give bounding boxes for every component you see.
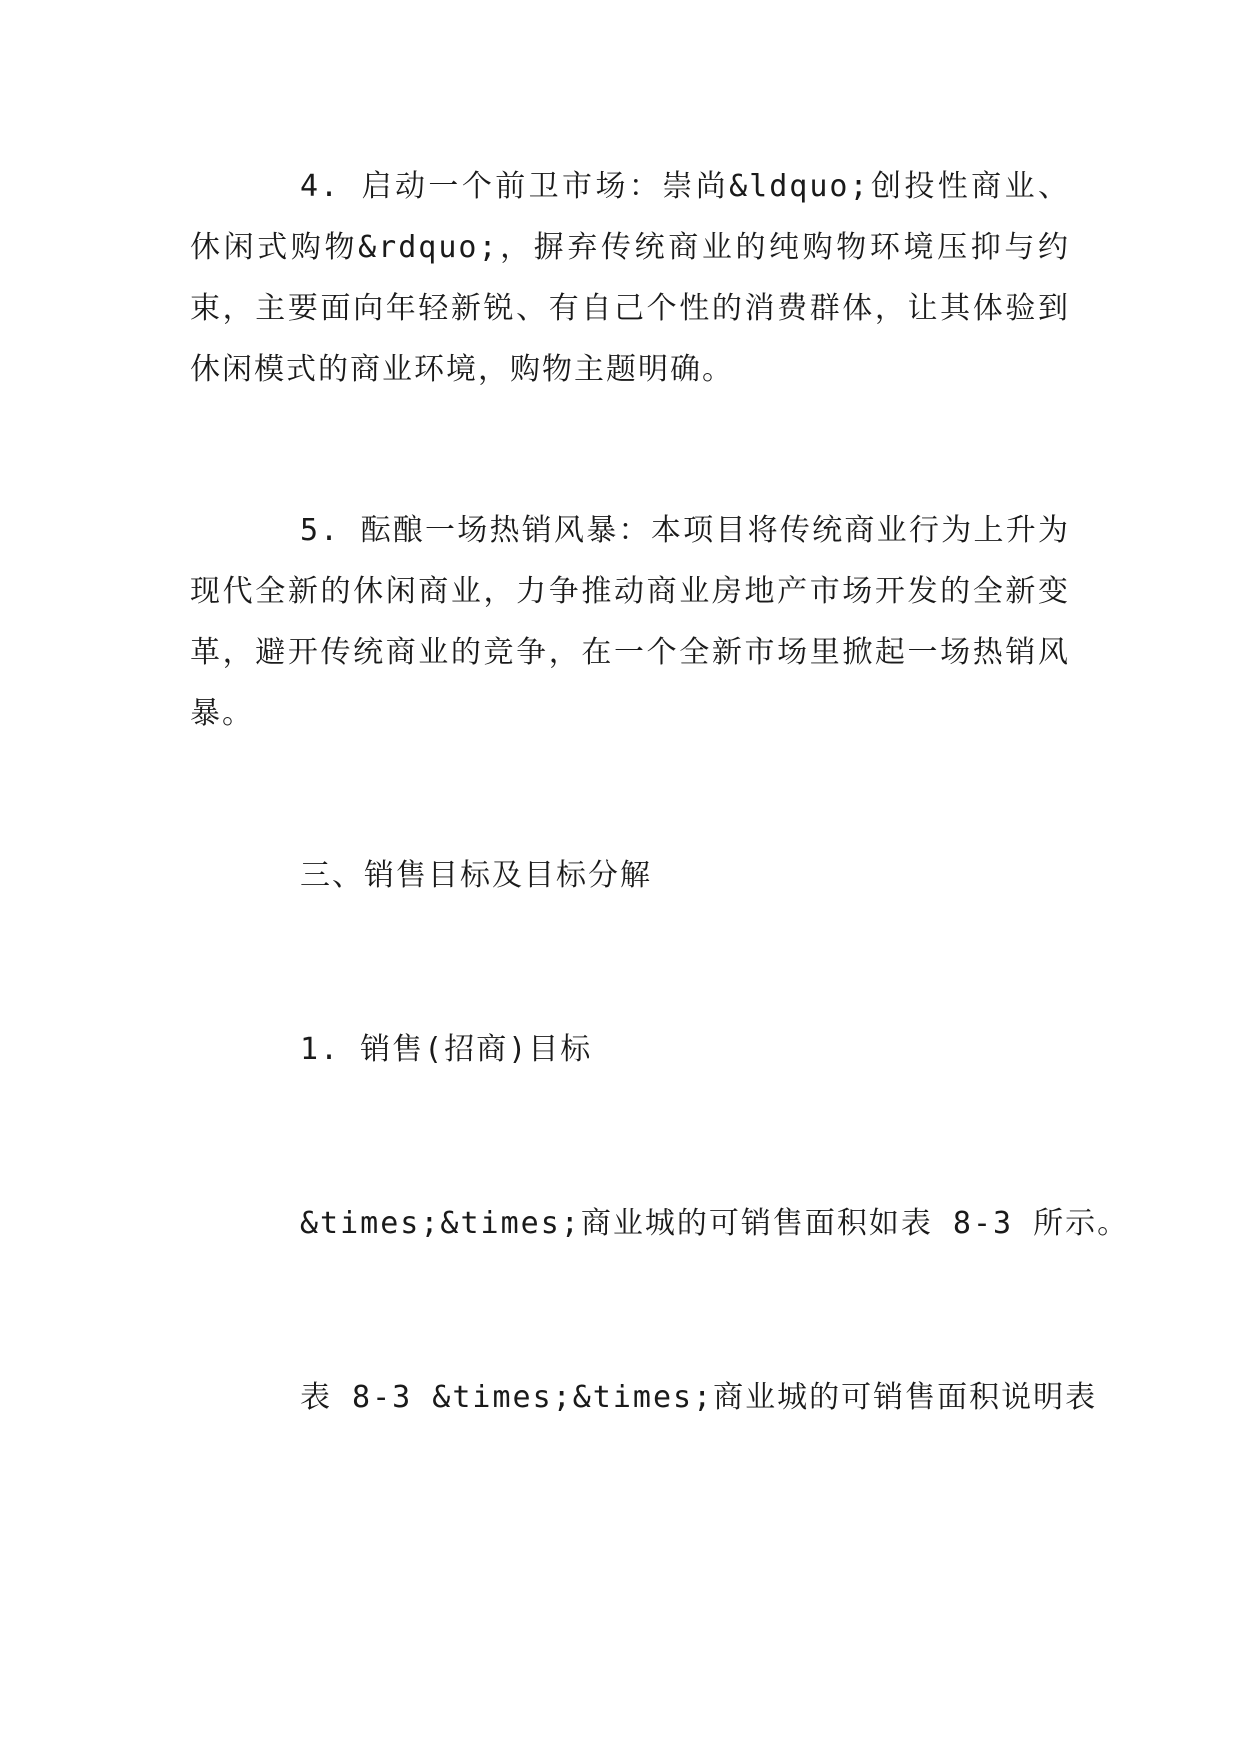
body-sentence: &times;&times;商业城的可销售面积如表 8-3 所示。 bbox=[300, 1206, 1130, 1241]
table-caption: 表 8-3 &times;&times;商业城的可销售面积说明表 bbox=[300, 1380, 1098, 1415]
subheading-sales-target: 1. 销售(招商)目标 bbox=[300, 1032, 593, 1067]
section-heading: 三、销售目标及目标分解 bbox=[300, 858, 652, 893]
paragraph-avant-garde-market: 4. 启动一个前卫市场：崇尚&ldquo;创投性商业、休闲式购物&rdquo;，摒弃传统商业的纯购物环境压抑与约束，主要面向年轻新锐、有自己个性的消费群体，让其体验到休闲模式的商业环境，购物主题明确。 bbox=[190, 169, 1070, 387]
paragraph-sales-storm: 5. 酝酿一场热销风暴：本项目将传统商业行为上升为现代全新的休闲商业，力争推动商业房地产市场开发的全新变革，避开传统商业的竞争，在一个全新市场里掀起一场热销风暴。 bbox=[190, 513, 1070, 731]
